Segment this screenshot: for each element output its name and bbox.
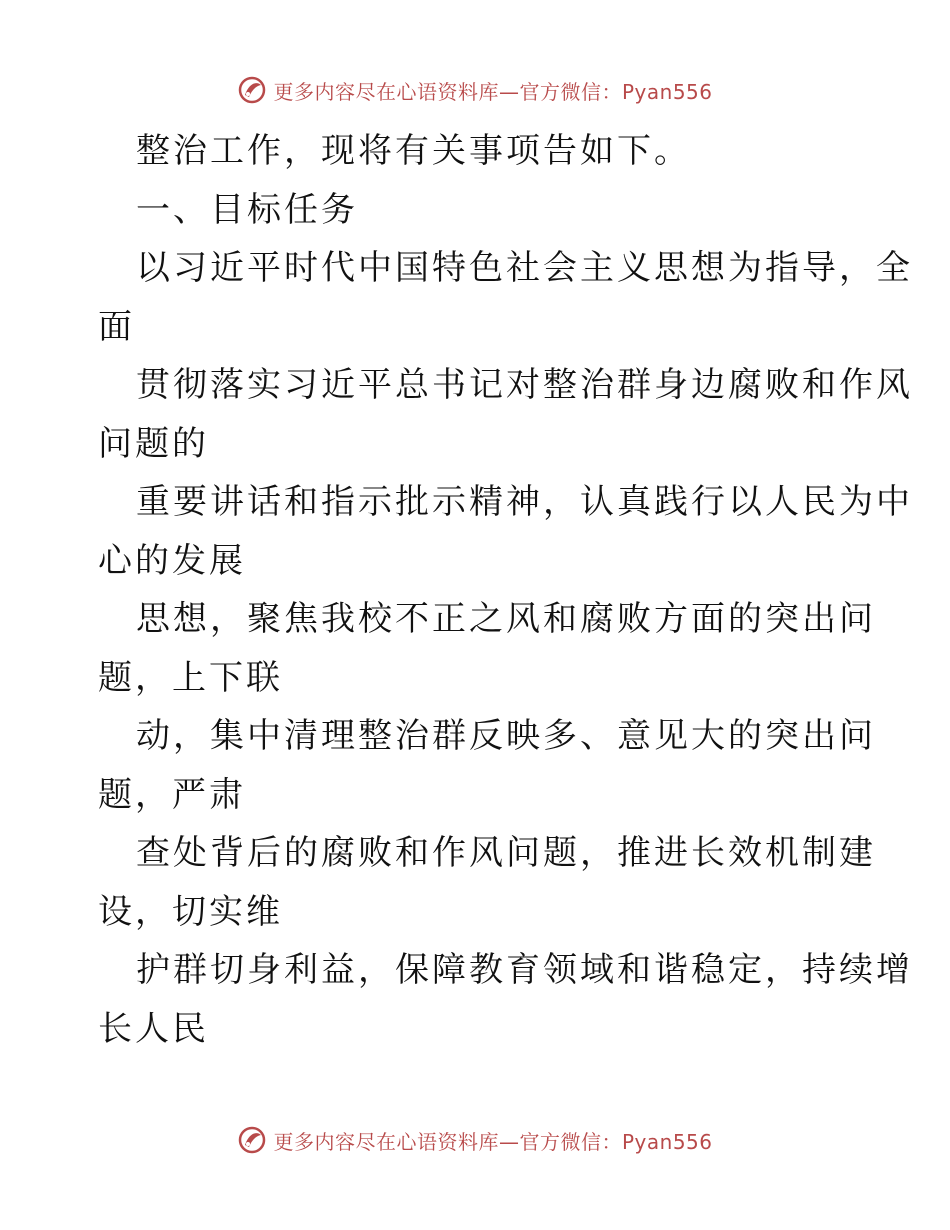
text-line: 长人民 [98,1008,209,1049]
text-line: 查处背后的腐败和作风问题，推进长效机制建 [136,833,876,873]
text-line: 面 [98,306,135,347]
text-line: 问题的 [98,423,209,464]
text-line: 动，集中清理整治群反映多、意见大的突出问 [136,716,876,756]
watermark-logo-icon [237,1125,267,1155]
footer-watermark [0,1120,950,1160]
text-line: 贯彻落实习近平总书记对整治群身边腐败和作风 [136,365,913,405]
text-line: 整治工作，现将有关事项告如下。 [136,131,691,171]
watermark-logo-icon [237,75,267,105]
header-watermark [0,70,950,110]
text-line: 题，上下联 [98,657,283,698]
text-line: 重要讲话和指示批示精神，认真践行以人民为中 [136,482,913,522]
text-line: 护群切身利益，保障教育领域和谐稳定，持续增 [136,950,913,990]
text-line: 心的发展 [98,540,246,581]
text-line: 思想，聚焦我校不正之风和腐败方面的突出问 [136,599,876,639]
document-body [98,122,913,1058]
watermark-text: 更多内容尽在心语资料库—官方微信：Pyan556 [273,79,713,104]
text-line: 题，严肃 [98,774,246,815]
text-line: 设，切实维 [98,891,283,932]
watermark-text: 更多内容尽在心语资料库—官方微信：Pyan556 [273,1129,713,1154]
text-line: 以习近平时代中国特色社会主义思想为指导，全 [136,248,913,288]
text-line: 一、目标任务 [136,189,358,230]
